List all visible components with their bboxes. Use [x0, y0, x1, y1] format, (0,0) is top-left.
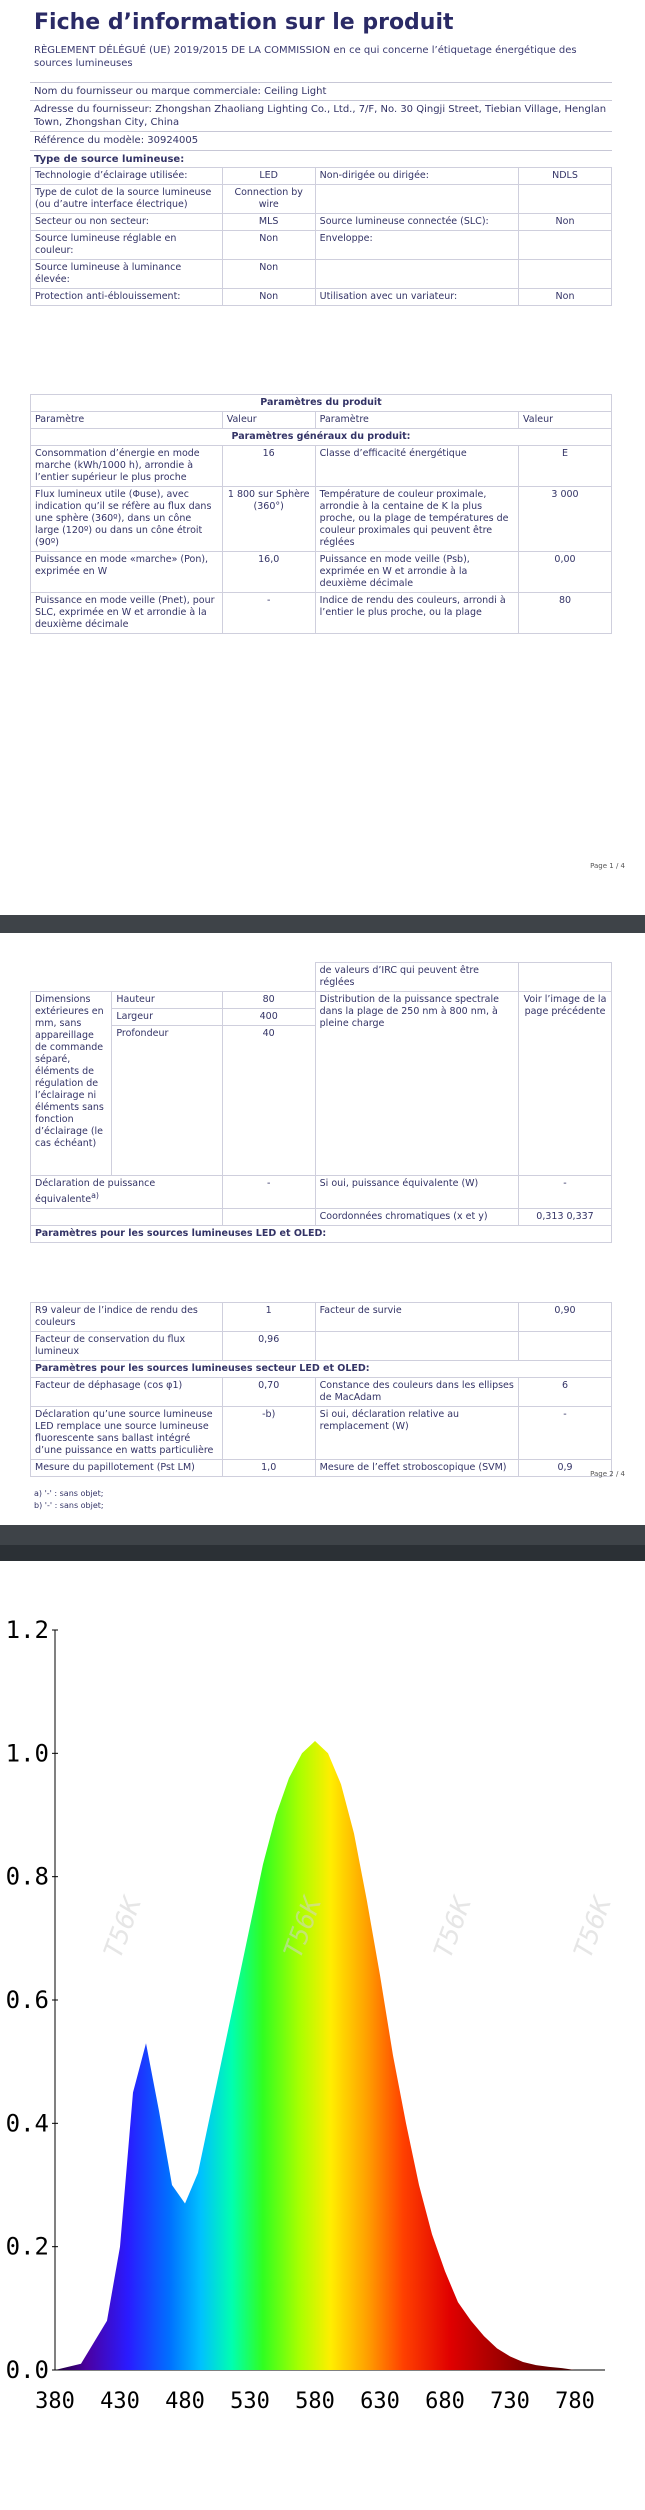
source-type-label: Type de source lumineuse: — [30, 150, 612, 168]
spd-label: Distribution de la puissance spectrale dans la plage de 250 nm à 800 nm, à pleine charge — [315, 992, 518, 1176]
x-tick-label: 380 — [35, 2389, 75, 2414]
product-params-table — [30, 394, 612, 634]
table-row — [31, 231, 612, 260]
x-tick-label: 530 — [230, 2389, 270, 2414]
x-tick-label: 730 — [490, 2389, 530, 2414]
general-params-cell-1-0: Flux lumineux utile (Φuse), avec indication qu’il se réfère au flux dans une sphère (360º), dans un cône large (120º) ou dans un cône étroit (90º) — [31, 487, 223, 552]
depth-label: Profondeur — [112, 1026, 222, 1176]
params-title: Paramètres du produit — [31, 395, 612, 412]
source-type-cell-3-0: Source lumineuse réglable en couleur: — [31, 231, 223, 260]
general-params-cell-3-2: Indice de rendu des couleurs, arrondi à l’entier le plus proche, ou la plage — [315, 593, 518, 634]
source-type-cell-3-3 — [519, 231, 612, 260]
equiv-power-label: Déclaration de puissance équivalente$^{a)}$ — [31, 1176, 223, 1209]
page-2 — [0, 950, 645, 1525]
mains-params-cell-1-1: -b) — [222, 1407, 315, 1460]
source-type-cell-1-1: Connection by wire — [222, 185, 315, 214]
led-params-cell-0-3: 0,90 — [519, 1303, 612, 1332]
led-params-cell-0-1: 1 — [222, 1303, 315, 1332]
footnote-b: b) '-' : sans objet; — [34, 1501, 104, 1510]
general-params-cell-2-0: Puissance en mode «marche» (Pon), exprimée en W — [31, 552, 223, 593]
page-number-2: Page 2 / 4 — [590, 1470, 625, 1478]
y-tick-label: 0.8 — [5, 1862, 49, 1891]
params-head-2: Valeur — [222, 412, 315, 429]
params-head-3: Paramètre — [315, 412, 518, 429]
table-row — [31, 1303, 612, 1332]
mains-params-title: Paramètres pour les sources lumineuses secteur LED et OLED: — [31, 1361, 612, 1378]
led-params-cell-0-2: Facteur de survie — [315, 1303, 518, 1332]
table-row — [31, 1332, 612, 1361]
watermark-text: T56K — [278, 1893, 328, 1963]
mains-params-cell-2-2: Mesure de l’effet stroboscopique (SVM) — [315, 1460, 518, 1477]
source-type-cell-4-0: Source lumineuse à luminance élevée: — [31, 260, 223, 289]
source-type-cell-5-1: Non — [222, 289, 315, 306]
regulation-text: RÈGLEMENT DÉLÉGUÉ (UE) 2019/2015 DE LA COMMISSION en ce qui concerne l’étiquetage énergétique des sources lumineuses — [34, 45, 577, 69]
y-tick-label: 1.2 — [5, 1616, 49, 1644]
general-params-title: Paramètres généraux du produit: — [31, 429, 612, 446]
footnote-a: a) '-' : sans objet; — [34, 1489, 104, 1498]
table-row — [31, 552, 612, 593]
y-tick-label: 0.6 — [5, 1986, 49, 2014]
page-1 — [0, 0, 645, 905]
table-row — [31, 1407, 612, 1460]
source-type-cell-3-1: Non — [222, 231, 315, 260]
mains-params-cell-0-2: Constance des couleurs dans les ellipses de MacAdam — [315, 1378, 518, 1407]
source-type-cell-2-2: Source lumineuse connectée (SLC): — [315, 214, 518, 231]
table-row — [31, 168, 612, 185]
page-title: Fiche d’information sur le produit — [34, 10, 454, 35]
watermark-text: T56K — [428, 1893, 478, 1963]
y-tick-label: 0.0 — [5, 2356, 49, 2384]
source-type-cell-4-2 — [315, 260, 518, 289]
page-separator — [0, 915, 645, 933]
x-tick-label: 580 — [295, 2389, 335, 2414]
dimensions-table — [30, 962, 612, 1243]
source-type-cell-0-2: Non-dirigée ou dirigée: — [315, 168, 518, 185]
general-params-cell-0-2: Classe d’efficacité énergétique — [315, 446, 518, 487]
chromaticity-label: Coordonnées chromatiques (x et y) — [315, 1209, 518, 1226]
table-row — [31, 593, 612, 634]
source-type-cell-5-3: Non — [519, 289, 612, 306]
page-number: Page 1 / 4 — [590, 862, 625, 870]
spd-area — [55, 1741, 575, 2370]
general-params-cell-1-2: Température de couleur proximale, arrondie à la centaine de K la plus proche, ou la plage de températures de couleur proximales qui peuvent être réglées — [315, 487, 518, 552]
led-params-cell-1-0: Facteur de conservation du flux lumineux — [31, 1332, 223, 1361]
mains-params-cell-0-1: 0,70 — [222, 1378, 315, 1407]
general-params-cell-1-3: 3 000 — [519, 487, 612, 552]
source-type-cell-3-2: Enveloppe: — [315, 231, 518, 260]
source-type-cell-4-3 — [519, 260, 612, 289]
table-row — [31, 1378, 612, 1407]
chromaticity-value: 0,313 0,337 — [519, 1209, 612, 1226]
equiv-power-w-label: Si oui, puissance équivalente (W) — [315, 1176, 518, 1209]
y-tick-label: 1.0 — [5, 1739, 49, 1768]
led-params-cell-1-3 — [519, 1332, 612, 1361]
params-head-1: Paramètre — [31, 412, 223, 429]
source-type-cell-5-2: Utilisation avec un variateur: — [315, 289, 518, 306]
mains-params-cell-0-3: 6 — [519, 1378, 612, 1407]
equiv-power-w-value: - — [519, 1176, 612, 1209]
general-params-cell-3-0: Puissance en mode veille (Pnet), pour SLC, exprimée en W et arrondie à la deuxième décimale — [31, 593, 223, 634]
mains-params-cell-1-0: Déclaration qu’une source lumineuse LED remplace une source lumineuse fluorescente sans ballast intégré d’une puissance en watts particulière — [31, 1407, 223, 1460]
equiv-power-value: - — [222, 1176, 315, 1209]
width-label: Largeur — [112, 1009, 222, 1026]
height-label: Hauteur — [112, 992, 222, 1009]
led-params-cell-1-1: 0,96 — [222, 1332, 315, 1361]
general-params-cell-1-1: 1 800 sur Sphère (360°) — [222, 487, 315, 552]
led-params-cell-0-0: R9 valeur de l’indice de rendu des couleurs — [31, 1303, 223, 1332]
x-tick-label: 430 — [100, 2389, 140, 2414]
y-tick-label: 0.4 — [5, 2109, 49, 2138]
table-row — [31, 487, 612, 552]
general-params-cell-0-0: Consommation d’énergie en mode marche (kWh/1000 h), arrondie à l’entier supérieur le plus proche — [31, 446, 223, 487]
watermark-text: T56K — [568, 1893, 618, 1963]
source-type-cell-4-1: Non — [222, 260, 315, 289]
cri-range-continued: de valeurs d’IRC qui peuvent être réglées — [315, 963, 518, 992]
mains-params-cell-2-1: 1,0 — [222, 1460, 315, 1477]
mains-params-cell-1-2: Si oui, déclaration relative au remplacement (W) — [315, 1407, 518, 1460]
x-tick-label: 480 — [165, 2389, 205, 2414]
mains-params-cell-2-0: Mesure du papillotement (Pst LM) — [31, 1460, 223, 1477]
table-row — [31, 446, 612, 487]
general-params-cell-2-1: 16,0 — [222, 552, 315, 593]
table-row — [31, 260, 612, 289]
general-params-cell-0-1: 16 — [222, 446, 315, 487]
height-value: 80 — [222, 992, 315, 1009]
dimensions-label: Dimensions extérieures en mm, sans appareillage de commande séparé, éléments de régulation de l’éclairage ni éléments sans fonction d’éclairage (le cas échéant) — [31, 992, 112, 1176]
general-params-cell-2-2: Puissance en mode veille (Psb), exprimée en W et arrondie à la deuxième décimale — [315, 552, 518, 593]
supplier-name: Nom du fournisseur ou marque commerciale: Ceiling Light — [30, 82, 612, 100]
mains-params-cell-1-3: - — [519, 1407, 612, 1460]
x-tick-label: 680 — [425, 2389, 465, 2414]
source-type-cell-2-3: Non — [519, 214, 612, 231]
source-type-cell-5-0: Protection anti-éblouissement: — [31, 289, 223, 306]
supplier-address: Adresse du fournisseur: Zhongshan Zhaoliang Lighting Co., Ltd., 7/F, No. 30 Qingji Street, Tiebian Village, Henglan Town, Zhongshan City, China — [30, 100, 612, 131]
source-type-cell-2-0: Secteur ou non secteur: — [31, 214, 223, 231]
source-type-cell-1-2 — [315, 185, 518, 214]
mains-params-cell-2-3: 0,9 — [519, 1460, 612, 1477]
page-3 — [0, 1575, 645, 2510]
source-type-cell-0-3: NDLS — [519, 168, 612, 185]
general-params-cell-0-3: E — [519, 446, 612, 487]
spectral-power-chart — [0, 1575, 645, 2510]
table-row — [31, 1460, 612, 1477]
depth-value: 40 — [222, 1026, 315, 1176]
source-type-cell-0-1: LED — [222, 168, 315, 185]
source-type-cell-2-1: MLS — [222, 214, 315, 231]
params-head-4: Valeur — [519, 412, 612, 429]
led-params-table — [30, 1302, 612, 1477]
table-row — [31, 214, 612, 231]
x-tick-label: 630 — [360, 2389, 400, 2414]
source-type-cell-0-0: Technologie d’éclairage utilisée: — [31, 168, 223, 185]
led-params-title: Paramètres pour les sources lumineuses LED et OLED: — [31, 1226, 612, 1243]
general-params-cell-2-3: 0,00 — [519, 552, 612, 593]
source-type-table — [30, 167, 612, 306]
source-type-cell-1-3 — [519, 185, 612, 214]
width-value: 400 — [222, 1009, 315, 1026]
table-row — [31, 185, 612, 214]
page-separator-3 — [0, 1545, 645, 1561]
watermark-text: T56K — [98, 1893, 148, 1963]
general-params-cell-3-3: 80 — [519, 593, 612, 634]
source-type-cell-1-0: Type de culot de la source lumineuse (ou d’autre interface électrique) — [31, 185, 223, 214]
model-reference: Référence du modèle: 30924005 — [30, 131, 612, 149]
led-params-cell-1-2 — [315, 1332, 518, 1361]
table-row — [31, 289, 612, 306]
general-params-cell-3-1: - — [222, 593, 315, 634]
x-tick-label: 780 — [555, 2389, 595, 2414]
page-separator-2 — [0, 1525, 645, 1545]
y-tick-label: 0.2 — [5, 2232, 49, 2261]
spd-value: Voir l’image de la page précédente — [519, 992, 612, 1176]
mains-params-cell-0-0: Facteur de déphasage (cos φ1) — [31, 1378, 223, 1407]
